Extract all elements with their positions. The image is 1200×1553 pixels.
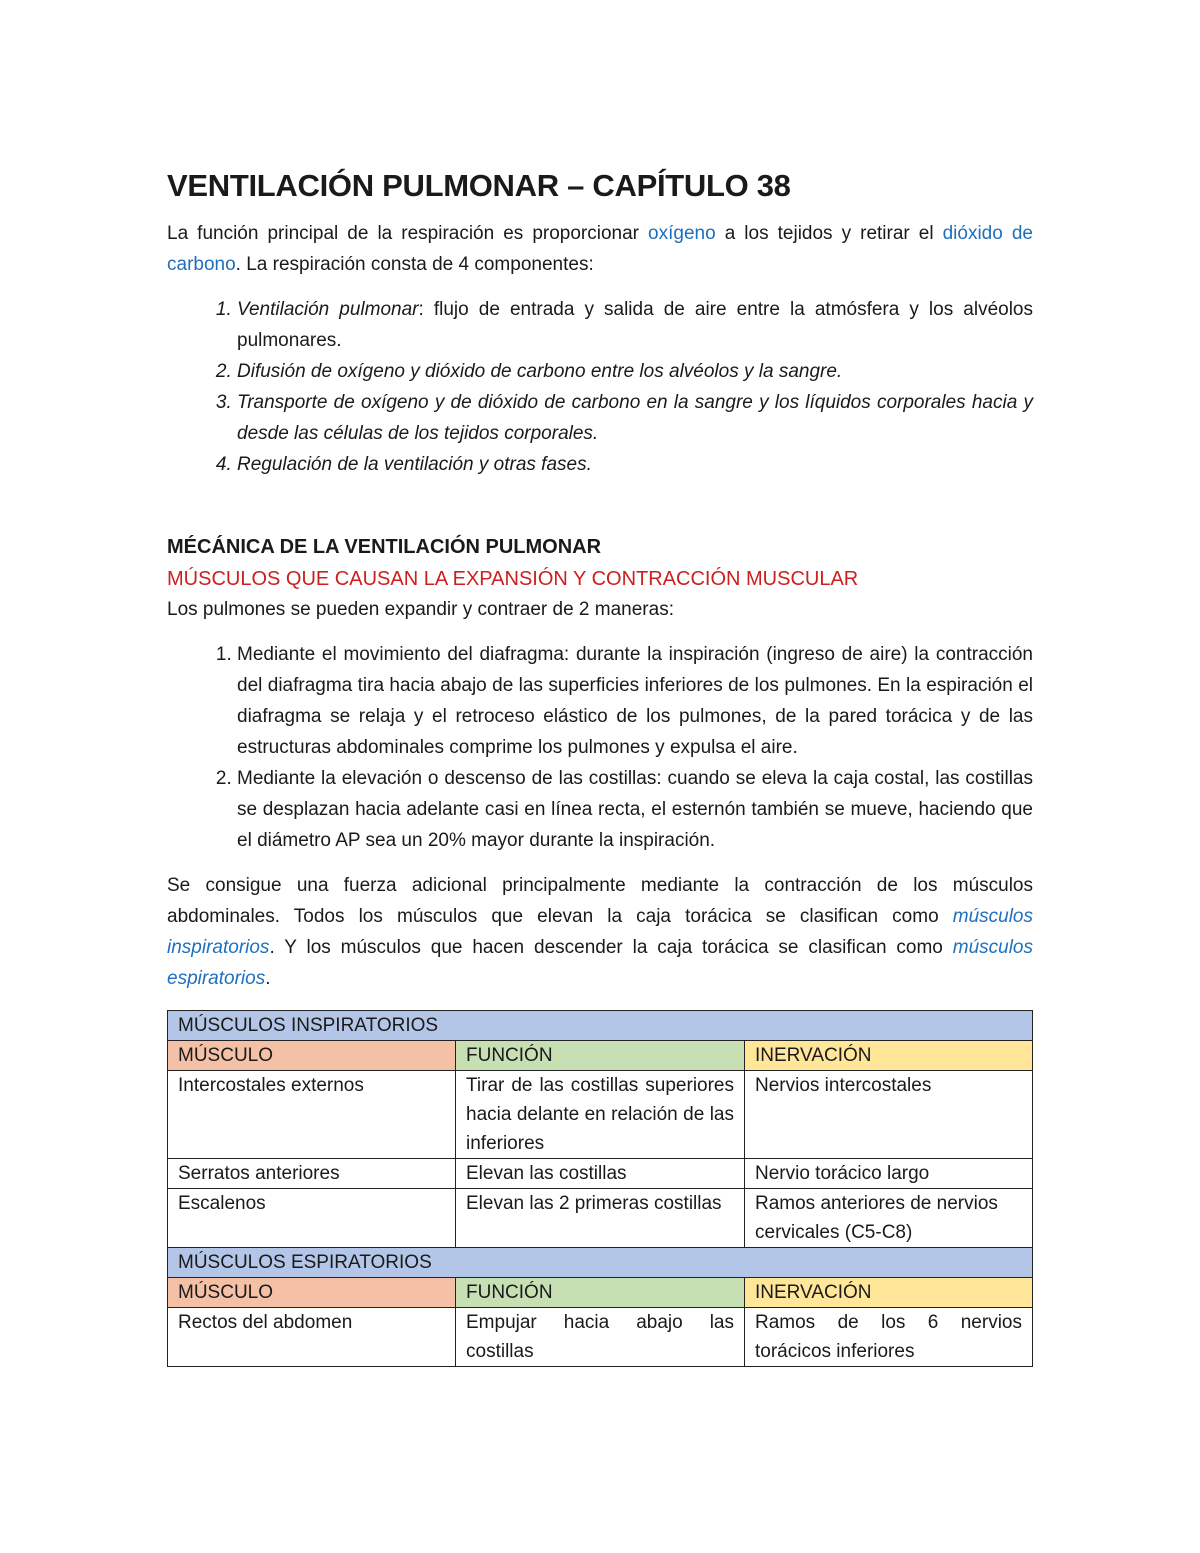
intro-paragraph (167, 218, 1033, 280)
cell-innervation: Ramos anteriores de nervios cervicales (C5-C8) (745, 1189, 1033, 1248)
components-list (167, 294, 1033, 480)
section-title-cell: MÚSCULOS ESPIRATORIOS (168, 1248, 1033, 1278)
list-item: 3. Transporte de oxígeno y de dióxido de carbono en la sangre y los líquidos corporales hacia y desde las células de los tejidos corporales. (237, 387, 1033, 449)
table-header-row (168, 1041, 1033, 1071)
list-item: 4. Regulación de la ventilación y otras fases. (237, 449, 1033, 480)
section-lead: Los pulmones se pueden expandir y contraer de 2 maneras: (167, 599, 674, 620)
list-item: 2. Mediante la elevación o descenso de las costillas: cuando se eleva la caja costal, las costillas se desplazan hacia adelante casi en línea recta, el esternón también se mueve, haciendo que el diámetro AP sea un 20% mayor durante la inspiración. (237, 763, 1033, 856)
co2-highlight: dióxido de carbono (167, 223, 1033, 275)
header-muscle: MÚSCULO (168, 1041, 456, 1071)
intro-text-2: a los tejidos y retirar el (715, 223, 943, 244)
ways-list (167, 639, 1033, 856)
cell-function: Tirar de las costillas superiores hacia delante en relación de las inferiores (456, 1071, 745, 1159)
list-item: 2. Difusión de oxígeno y dióxido de carbono entre los alvéolos y la sangre. (237, 356, 1033, 387)
section-subheading: MÚSCULOS QUE CAUSAN LA EXPANSIÓN Y CONTRACCIÓN MUSCULAR (167, 568, 859, 590)
muscles-paragraph: Se consigue una fuerza adicional principalmente mediante la contracción de los músculos abdominales. Todos los músculos que elevan la caja torácica se clasifican como músculos inspiratorios. Y los músculos que hacen descender la caja torácica se clasifican como músculos espiratorios. (167, 875, 1033, 989)
inspiratory-term: músculos inspiratorios (167, 906, 1033, 958)
cell-function: Empujar hacia abajo las costillas (456, 1308, 745, 1367)
table-row (168, 1159, 1033, 1189)
cell-muscle: Escalenos (168, 1189, 456, 1248)
table-section-row (168, 1248, 1033, 1278)
cell-innervation: Nervios intercostales (745, 1071, 1033, 1159)
section-title-cell: MÚSCULOS INSPIRATORIOS (168, 1011, 1033, 1041)
cell-function: Elevan las costillas (456, 1159, 745, 1189)
header-function: FUNCIÓN (456, 1278, 745, 1308)
expiratory-term: músculos espiratorios (167, 937, 1033, 989)
intro-text-1: La función principal de la respiración es proporcionar (167, 223, 649, 244)
cell-muscle: Rectos del abdomen (168, 1308, 456, 1367)
table-row (168, 1071, 1033, 1159)
muscles-table (167, 1010, 1033, 1367)
cell-innervation: Nervio torácico largo (745, 1159, 1033, 1189)
table-row (168, 1308, 1033, 1367)
intro-text-3: . La respiración consta de 4 componentes: (235, 254, 594, 275)
header-muscle: MÚSCULO (168, 1278, 456, 1308)
list-item: 1. Ventilación pulmonar: flujo de entrada y salida de aire entre la atmósfera y los alvéolos pulmonares. (237, 294, 1033, 356)
table-row (168, 1189, 1033, 1248)
oxygen-highlight: oxígeno (648, 223, 716, 244)
section-heading: MÉCÁNICA DE LA VENTILACIÓN PULMONAR (167, 536, 602, 558)
page-title: VENTILACIÓN PULMONAR – CAPÍTULO 38 (167, 168, 791, 203)
header-innervation: INERVACIÓN (745, 1278, 1033, 1308)
list-item: 1. Mediante el movimiento del diafragma: durante la inspiración (ingreso de aire) la contracción del diafragma tira hacia abajo de las superficies inferiores de los pulmones. En la espiración el diafragma se relaja y el retroceso elástico de los pulmones, de la pared torácica y de las estructuras abdominales comprime los pulmones y expulsa el aire. (237, 639, 1033, 763)
cell-muscle: Intercostales externos (168, 1071, 456, 1159)
header-innervation: INERVACIÓN (745, 1041, 1033, 1071)
cell-function: Elevan las 2 primeras costillas (456, 1189, 745, 1248)
table-section-row (168, 1011, 1033, 1041)
document-content (167, 166, 1033, 1367)
header-function: FUNCIÓN (456, 1041, 745, 1071)
cell-muscle: Serratos anteriores (168, 1159, 456, 1189)
table-header-row (168, 1278, 1033, 1308)
cell-innervation: Ramos de los 6 nervios torácicos inferiores (745, 1308, 1033, 1367)
